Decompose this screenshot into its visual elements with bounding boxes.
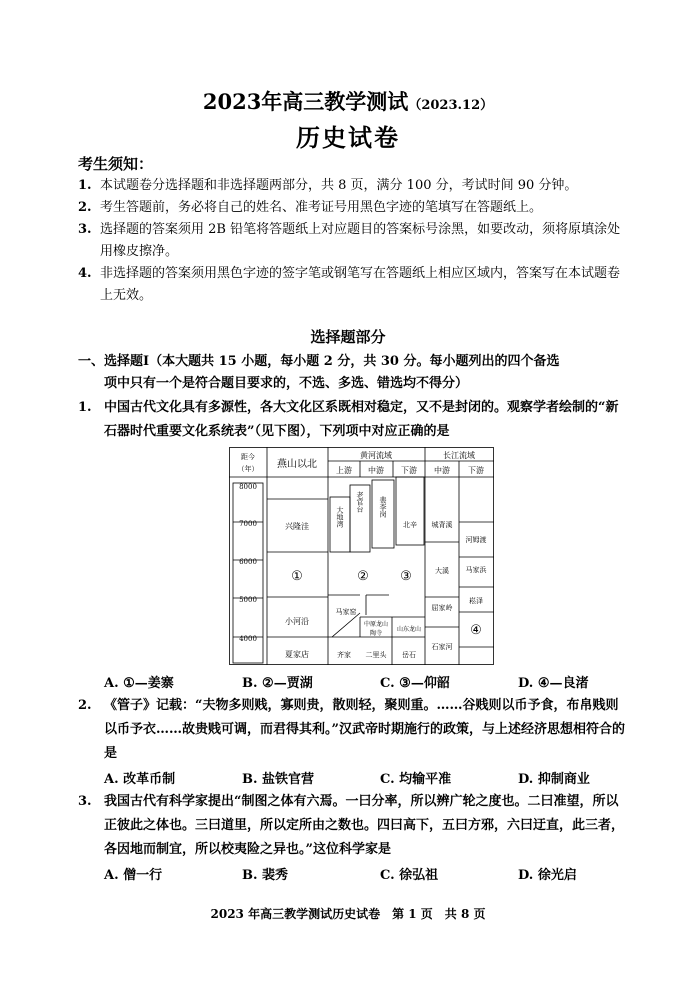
option-a[interactable]: A. ①—姜寨: [104, 676, 174, 691]
exam-subtitle: 历史试卷: [296, 123, 400, 152]
culture-dadiwan: 大地湾: [336, 506, 344, 528]
option-b[interactable]: B. 盐铁官营: [242, 772, 315, 787]
question-1: 1. 中国古代文化具有多源性，各大文化区系既相对稳定，又不是封闭的。观察学者绘制的“新石器时代重要文化系统表”（见下图），下列项中对应正确的是: [78, 400, 619, 439]
question-3: 3. 我国古代有科学家提出“制图之体有六焉。一曰分率，所以辨广轮之度也。二曰准望，所以正彼此之体也。三曰道里，所以定所由之数也。四曰高下，五曰方邪，六曰迂直，此三者，各因地而制宜，所以校夷险之异也。”这位科学家是: [78, 794, 625, 857]
marker-1: ①: [291, 569, 303, 584]
exam-title: 2023年高三教学测试（2023.12）: [202, 89, 494, 114]
culture-majiayao: 马家窑: [335, 608, 357, 616]
header-north: 燕山以北: [277, 459, 317, 470]
options-q2: [104, 768, 624, 788]
culture-hemudu: 河姆渡: [465, 536, 487, 544]
options-q3: [104, 864, 624, 884]
culture-qijia: 齐家: [337, 651, 351, 659]
culture-shandong-longshan: 山东龙山: [396, 626, 422, 633]
option-c[interactable]: C. ③—仰韶: [380, 676, 450, 691]
culture-daxi: 大溪: [435, 567, 449, 575]
option-d[interactable]: D. 徐光启: [518, 868, 577, 883]
header-yellow: 黄河流域: [360, 451, 392, 460]
header-y-middle: 中游: [434, 466, 450, 475]
section-title: 选择题部分: [310, 328, 386, 346]
option-c[interactable]: C. 均输平准: [380, 772, 452, 787]
option-d[interactable]: D. ④—良渚: [518, 676, 589, 691]
header-upper: 上游: [336, 466, 352, 475]
culture-yueshi: 岳石: [402, 651, 416, 659]
option-c[interactable]: C. 徐弘祖: [380, 868, 439, 883]
notice-item: 4. 非选择题的答案须用黑色字迹的签字笔或钢笔写在答题纸上相应区域内，答案写在本试题卷上无效。: [78, 266, 621, 303]
culture-erlitou: 二里头: [365, 651, 387, 659]
marker-2: ②: [357, 569, 369, 584]
exam-date: （2023.12）: [408, 98, 494, 113]
header-y-lower: 下游: [468, 466, 484, 475]
svg-text:距今: 距今: [241, 453, 255, 461]
culture-xiajiadian: 夏家店: [285, 650, 309, 659]
option-b[interactable]: B. ②—贾湖: [242, 676, 313, 691]
question-2: 2. 《管子》记载：“夫物多则贱，寡则贵，散则轻，聚则重。……谷贱则以币予食，布帛贱则以币予衣……故贵贱可调，而君得其利。”汉武帝时期施行的政策，与上述经济思想相符合的是: [78, 698, 625, 761]
culture-xiaoheyan: 小河沿: [285, 617, 309, 626]
culture-taosi: 陶寺: [369, 630, 383, 637]
culture-majiabang: 马家浜: [465, 566, 487, 574]
culture-beixin: 北辛: [403, 521, 417, 529]
option-b[interactable]: B. 裴秀: [242, 868, 289, 883]
culture-zhongyuan-longshan: 中原龙山: [363, 621, 389, 628]
options-q1: [104, 672, 624, 692]
culture-peiligang: 裴李岗: [379, 496, 387, 518]
header-yangtze: 长江流域: [443, 451, 475, 460]
year-tick: 4000: [239, 635, 257, 643]
notice-item: 3. 选择题的答案须用 2B 铅笔将答题纸上对应题目的答案标号涂黑，如要改动，须将原填涂处用橡皮擦净。: [78, 222, 621, 259]
notice-item: 1. 本试题卷分选择题和非选择题两部分，共 8 页，满分 100 分，考试时间 90 分钟。: [78, 178, 578, 193]
culture-laoguantai: 老官台: [356, 491, 364, 513]
year-tick: 6000: [239, 558, 257, 566]
year-tick: 5000: [239, 596, 257, 604]
header-lower: 下游: [401, 466, 417, 475]
option-a[interactable]: A. 改革币制: [104, 772, 176, 787]
header-middle: 中游: [368, 466, 384, 475]
culture-xinglongwa: 兴隆洼: [285, 522, 309, 531]
instruction-line-2: 项中只有一个是符合题目要求的，不选、多选、错选均不得分）: [104, 376, 469, 391]
option-d[interactable]: D. 抑制商业: [518, 772, 590, 787]
page-footer: 2023 年高三教学测试历史试卷 第 1 页 共 8 页: [210, 907, 486, 921]
notice-heading: 考生须知：: [78, 155, 154, 173]
culture-system-figure: [229, 447, 494, 665]
marker-3: ③: [400, 569, 412, 584]
culture-qujialing: 屈家岭: [431, 604, 453, 612]
marker-4: ④: [470, 623, 482, 638]
instruction-line-1: 一、选择题Ⅰ（本大题共 15 小题，每小题 2 分，共 30 分。每小题列出的四个备选: [78, 354, 560, 369]
option-a[interactable]: A. 僧一行: [104, 868, 163, 883]
svg-text:（年）: （年）: [237, 465, 259, 473]
notice-item: 2. 考生答题前，务必将自己的姓名、准考证号用黑色字迹的笔填写在答题纸上。: [78, 200, 543, 215]
year-tick: 8000: [239, 483, 257, 491]
culture-songze: 崧泽: [469, 597, 483, 605]
year-tick: 7000: [239, 520, 257, 528]
culture-shijiahe: 石家河: [431, 643, 453, 651]
culture-chengbeixi: 城背溪: [431, 521, 453, 529]
